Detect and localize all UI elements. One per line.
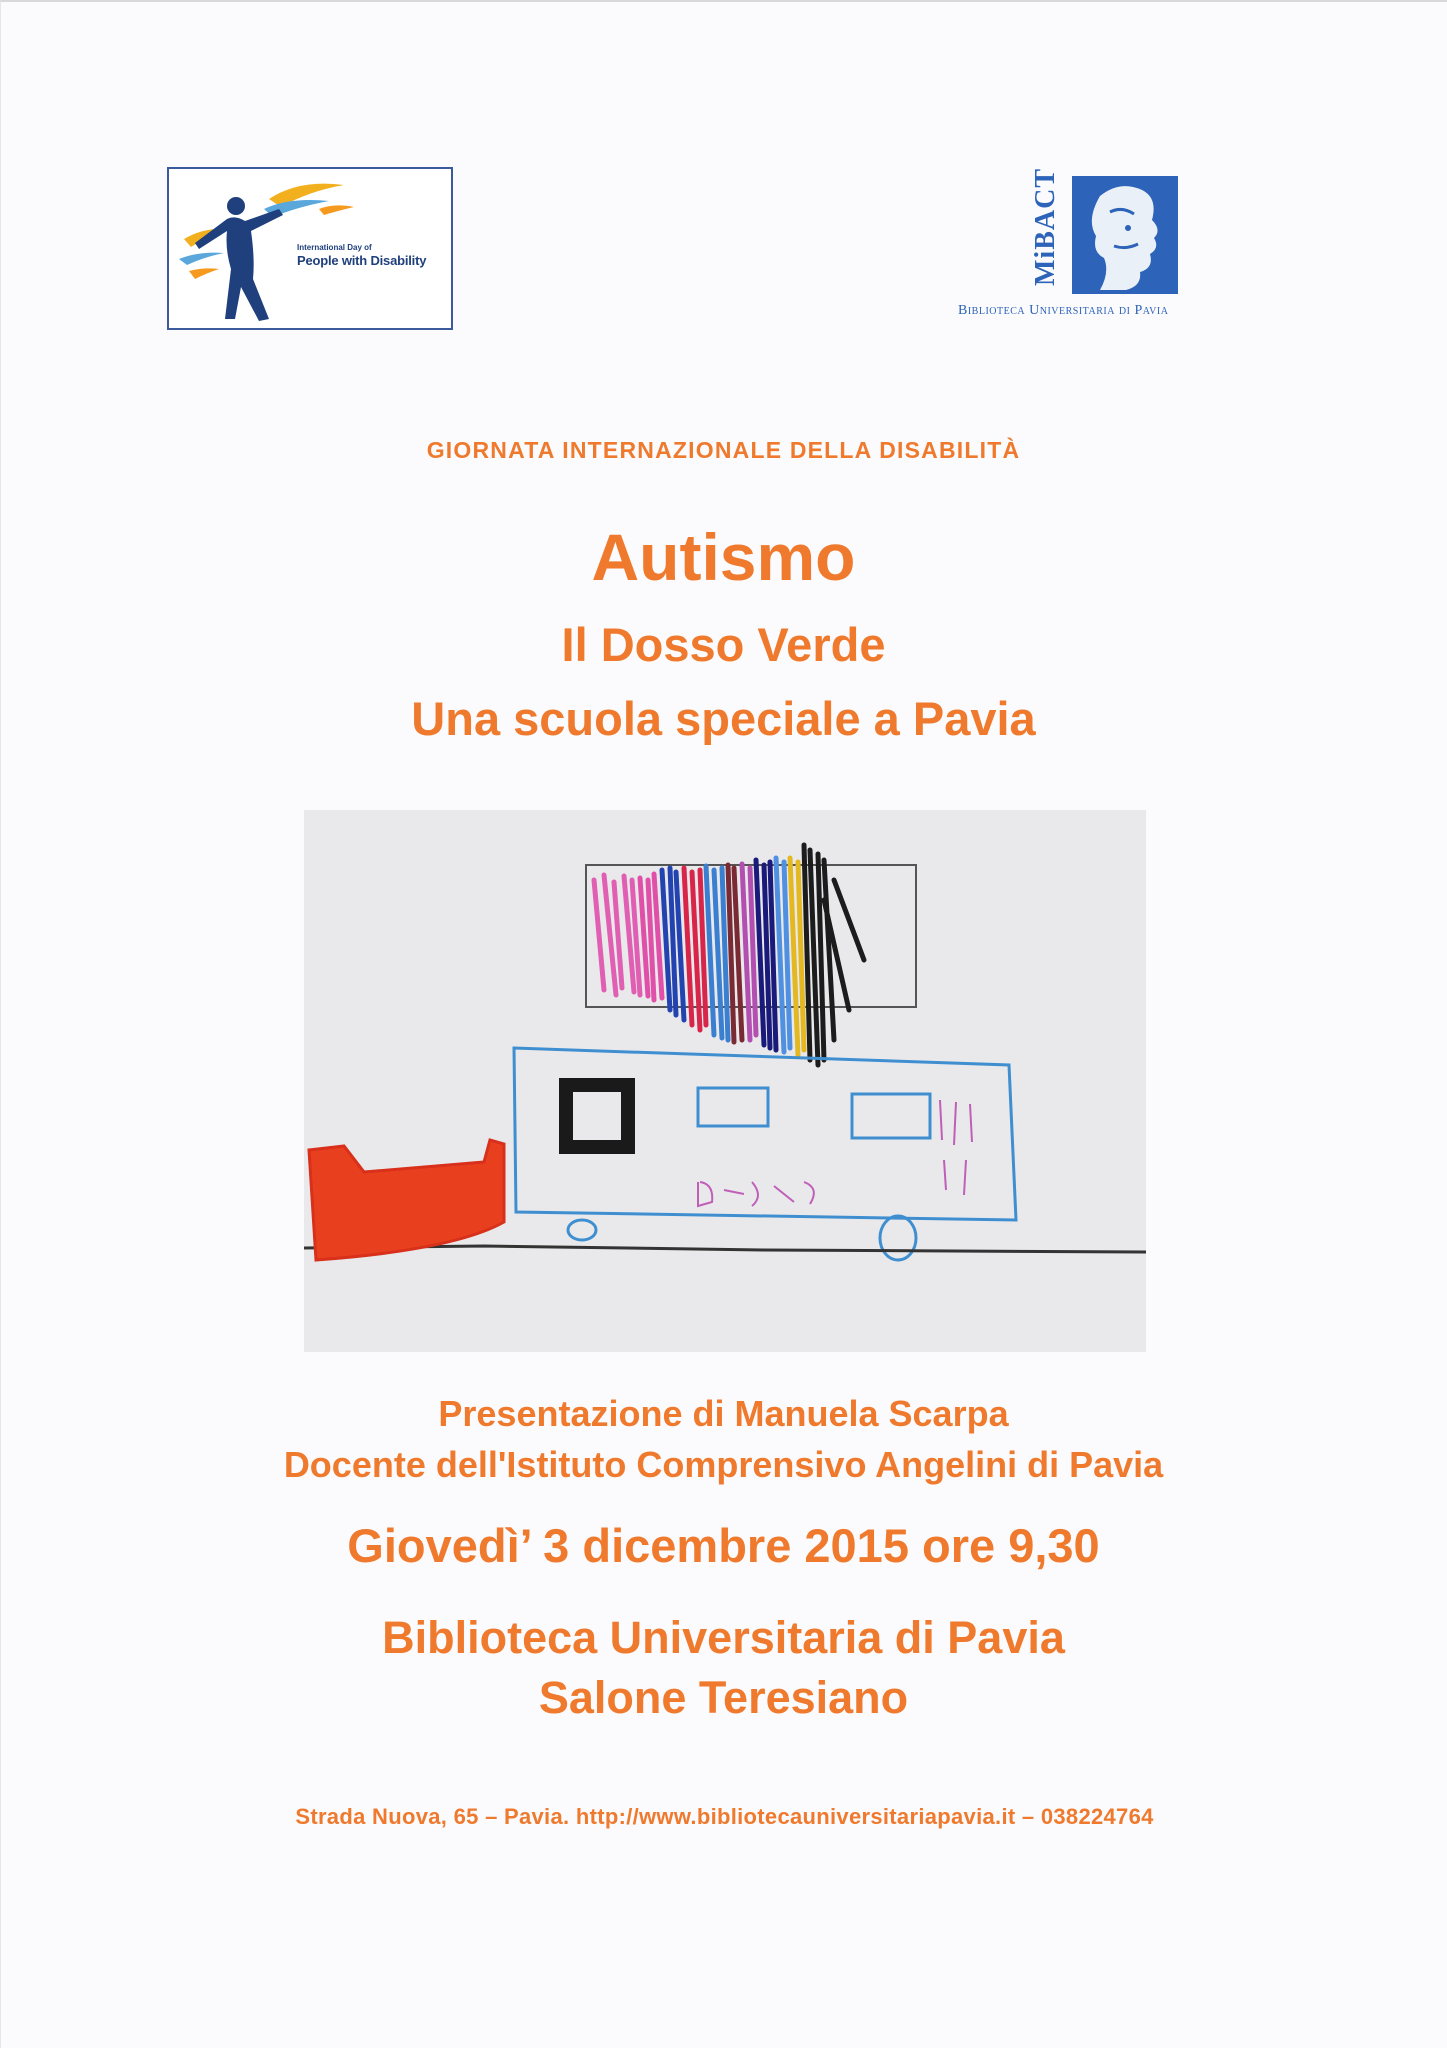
mibact-wordmark: MiBACT [1030,168,1061,286]
presenter-role-line: Docente dell'Istituto Comprensivo Angelini di Pavia [283,1444,1164,1485]
mibact-head-icon [1030,168,1178,294]
child-drawing-image [304,810,1146,1352]
library-name: Biblioteca Universitaria di Pavia [958,303,1169,318]
event-title: Autismo [591,520,856,594]
event-heading: GIORNATA INTERNAZIONALE DELLA DISABILITÀ [426,437,1021,463]
idpd-logo-line2: People with Disability [297,253,427,268]
venue-room: Salone Teresiano [538,1672,909,1723]
event-subtitle-2: Una scuola speciale a Pavia [411,692,1036,745]
presenter-line: Presentazione di Manuela Scarpa [438,1393,1009,1434]
bus-drawing [304,810,1146,1352]
footer-contact: Strada Nuova, 65 – Pavia. http://www.bibliotecauniversitariapavia.it – 038224764 [295,1804,1154,1829]
idpd-logo [167,167,453,330]
event-subtitle-1: Il Dosso Verde [561,618,886,671]
venue-name: Biblioteca Universitaria di Pavia [382,1612,1065,1663]
idpd-logo-line1: International Day of [297,243,372,252]
event-date: Giovedì’ 3 dicembre 2015 ore 9,30 [347,1519,1100,1572]
mibact-logo [1030,168,1178,294]
